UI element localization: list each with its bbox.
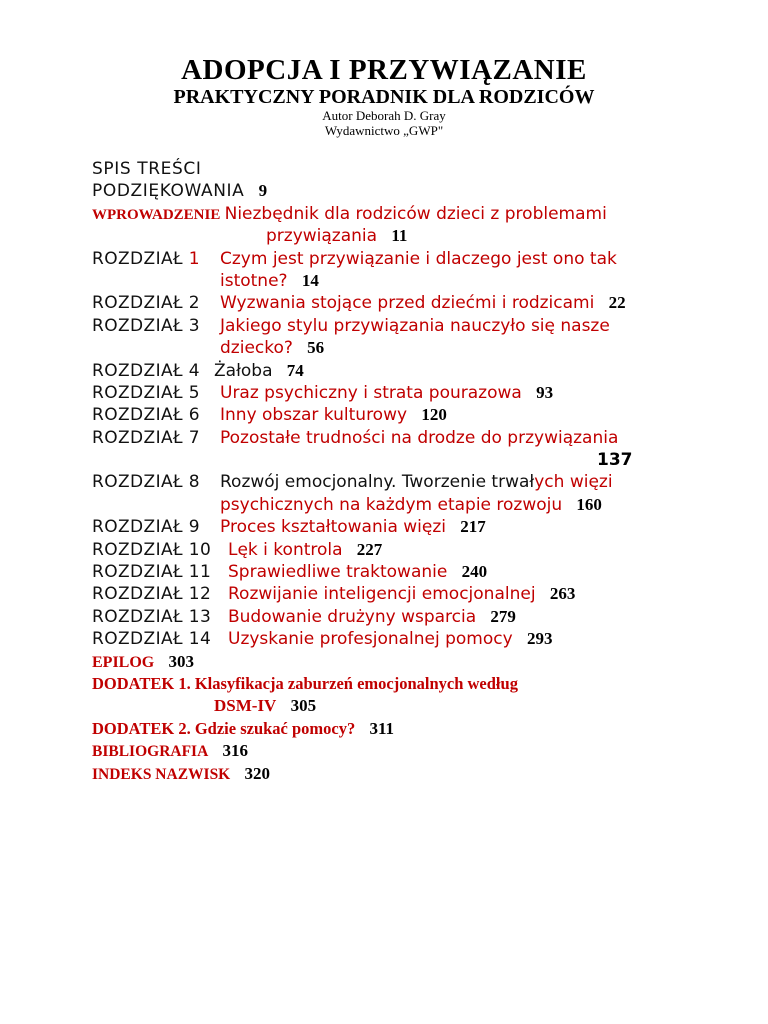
- toc-title: Proces kształtowania więzi: [220, 517, 447, 538]
- toc-page-number: 240: [461, 562, 488, 582]
- toc-title: psychicznych na każdym etapie rozwoju: [220, 494, 563, 515]
- toc-text: przywiązania: [266, 226, 378, 247]
- toc-text-red: Niezbędnik dla rodziców dzieci z problemami: [224, 203, 607, 224]
- toc-page-number: 120: [421, 405, 447, 425]
- toc-label: [92, 248, 220, 270]
- toc-entry-appendix-1: [92, 673, 712, 695]
- toc-label: ROZDZIAŁ 4: [92, 360, 200, 381]
- toc-page-number: 320: [244, 763, 270, 783]
- toc-title: Rozwijanie inteligencji emocjonalnej: [228, 584, 536, 605]
- toc-title-red: ych więzi: [534, 472, 613, 493]
- toc-entry-chapter-10: [92, 539, 712, 561]
- toc-page-number: 293: [526, 629, 553, 649]
- toc-title: Pozostałe trudności na drodze do przywiązania: [220, 427, 619, 448]
- toc-entry-chapter-13: [92, 606, 712, 628]
- toc-page-number: 11: [391, 226, 408, 246]
- toc-page-number: 74: [286, 360, 304, 380]
- toc-entry-chapter-4: [92, 360, 712, 382]
- table-of-contents: [92, 158, 712, 785]
- toc-entry-chapter-7-cont: [92, 449, 712, 471]
- toc-label: ROZDZIAŁ 5: [92, 382, 200, 403]
- toc-entry-chapter-7: [92, 427, 712, 449]
- toc-entry-intro: [92, 203, 712, 225]
- toc-title: dziecko?: [220, 338, 293, 359]
- toc-label: EPILOG: [92, 653, 155, 671]
- toc-label: ROZDZIAŁ 9: [92, 517, 200, 538]
- toc-title: Uzyskanie profesjonalnej pomocy: [228, 629, 513, 650]
- toc-title: Czym jest przywiązanie i dlaczego jest ono tak: [220, 248, 617, 269]
- chapter-label: ROZDZIAŁ: [92, 248, 183, 269]
- toc-entry-index: [92, 763, 712, 785]
- toc-entry-chapter-6: [92, 404, 712, 426]
- toc-entry-chapter-1-cont: [92, 270, 712, 292]
- toc-label: ROZDZIAŁ 2: [92, 293, 200, 314]
- toc-label: WPROWADZENIE: [92, 206, 221, 223]
- toc-label: ROZDZIAŁ 14: [92, 629, 212, 650]
- toc-page-number: 14: [301, 270, 319, 290]
- toc-page-number: 217: [460, 517, 486, 537]
- toc-entry-chapter-2: [92, 292, 712, 314]
- toc-page-number: 303: [168, 651, 194, 671]
- toc-label: DODATEK 1. Klasyfikacja zaburzeń emocjonalnych według: [92, 673, 518, 693]
- toc-entry-appendix-1-cont: [92, 695, 712, 717]
- toc-label: ROZDZIAŁ 10: [92, 539, 212, 560]
- toc-entry-intro-cont: [92, 225, 712, 247]
- toc-title: Lęk i kontrola: [228, 539, 343, 560]
- toc-title: Żałoba: [214, 360, 273, 381]
- toc-page-number: 160: [576, 494, 602, 514]
- toc-text: [225, 204, 607, 224]
- toc-label: ROZDZIAŁ 3: [92, 315, 200, 336]
- toc-label: DSM-IV: [214, 696, 277, 716]
- toc-label: ROZDZIAŁ 12: [92, 584, 212, 605]
- publisher-line: Wydawnictwo „GWP": [324, 123, 444, 138]
- toc-label: ROZDZIAŁ 11: [92, 562, 212, 583]
- toc-page-number: 22: [608, 293, 626, 313]
- toc-title: Inny obszar kulturowy: [220, 405, 408, 426]
- toc-title: Jakiego stylu przywiązania nauczyło się nasze: [220, 315, 610, 336]
- toc-label: ROZDZIAŁ 6: [92, 405, 200, 426]
- toc-page-number: 279: [490, 606, 516, 626]
- author-line: Autor Deborah D. Gray: [322, 108, 446, 123]
- toc-page-number: 263: [549, 584, 576, 604]
- toc-entry-chapter-3-cont: [92, 337, 712, 359]
- toc-page-number: 311: [369, 718, 395, 738]
- toc-page-number: 316: [222, 741, 249, 761]
- toc-label: DODATEK 2. Gdzie szukać pomocy?: [92, 718, 356, 738]
- toc-entry-chapter-12: [92, 583, 712, 605]
- toc-page-number: 137: [597, 450, 633, 471]
- toc-entry-chapter-3: [92, 315, 712, 337]
- toc-title: Budowanie drużyny wsparcia: [228, 606, 477, 627]
- toc-entry-chapter-8-cont: [92, 494, 712, 516]
- toc-entry-chapter-9: [92, 516, 712, 538]
- toc-title: Rozwój emocjonalny. Tworzenie trwał: [220, 472, 535, 493]
- toc-page-number: 93: [536, 382, 554, 402]
- toc-entry-chapter-1: [92, 248, 712, 270]
- toc-page-number: 227: [356, 539, 383, 559]
- toc-label: PODZIĘKOWANIA: [92, 181, 245, 202]
- toc-title: istotne?: [220, 270, 288, 291]
- toc-entry-acknowledgements: [92, 180, 712, 202]
- toc-label: ROZDZIAŁ 8: [92, 472, 200, 493]
- toc-entry-appendix-2: [92, 718, 712, 740]
- toc-page-number: 305: [290, 696, 317, 716]
- toc-label: INDEKS NAZWISK: [92, 765, 231, 783]
- toc-page-number: 9: [258, 181, 268, 201]
- toc-label: BIBLIOGRAFIA: [92, 743, 209, 761]
- toc-entry-chapter-14: [92, 628, 712, 650]
- toc-label: ROZDZIAŁ 7: [92, 427, 200, 448]
- toc-label: ROZDZIAŁ 13: [92, 606, 212, 627]
- toc-heading: SPIS TREŚCI: [92, 159, 202, 179]
- toc-entry-epilog: [92, 651, 712, 673]
- chapter-number: 1: [188, 248, 201, 269]
- toc-entry-chapter-5: [92, 382, 712, 404]
- toc-entry-chapter-11: [92, 561, 712, 583]
- toc-title: Wyzwania stojące przed dziećmi i rodzicami: [220, 293, 595, 314]
- toc-title: Uraz psychiczny i strata pourazowa: [220, 382, 522, 403]
- toc-entry-chapter-8: [92, 471, 712, 493]
- toc-title: Sprawiedliwe traktowanie: [228, 562, 448, 583]
- toc-entry-bibliography: [92, 740, 712, 762]
- book-subtitle: PRAKTYCZNY PORADNIK DLA RODZICÓW: [173, 86, 595, 108]
- book-title: ADOPCJA I PRZYWIĄZANIE: [181, 54, 587, 86]
- toc-page-number: 56: [307, 338, 325, 358]
